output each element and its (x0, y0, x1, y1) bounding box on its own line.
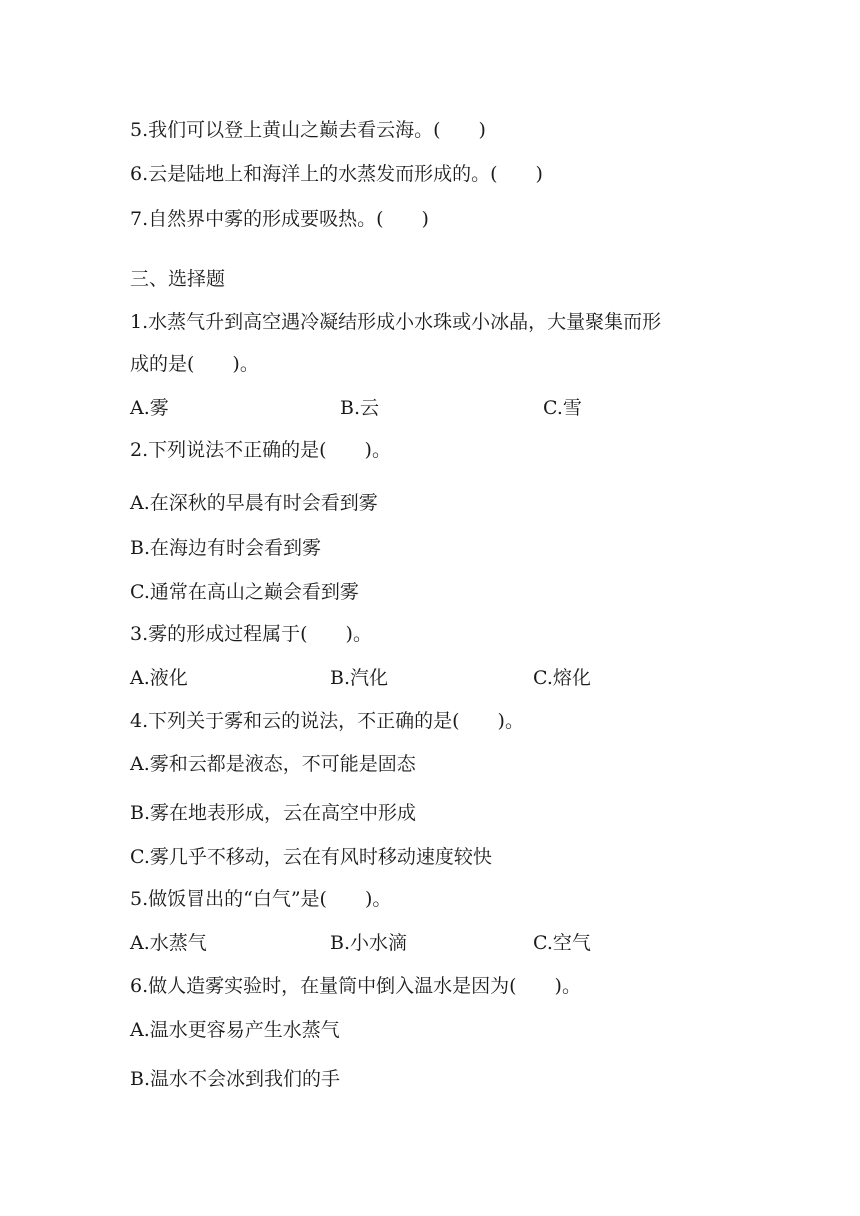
question-4-option-c: C.雾几乎不移动，云在有风时移动速度较快 (130, 846, 492, 868)
question-1-stem-line-1: 1.水蒸气升到高空遇冷凝结形成小水珠或小冰晶，大量聚集而形 (130, 311, 662, 333)
question-3-option-a: A.液化 (130, 667, 188, 689)
question-5-option-a: A.水蒸气 (130, 932, 207, 954)
question-6-option-a: A.温水更容易产生水蒸气 (130, 1019, 340, 1041)
question-4-option-b: B.雾在地表形成，云在高空中形成 (130, 802, 417, 824)
question-1-option-c: C.雪 (543, 397, 582, 419)
question-6-stem: 6.做人造雾实验时，在量筒中倒入温水是因为( )。 (130, 975, 581, 997)
question-3-option-c: C.熔化 (533, 667, 591, 689)
question-4-stem: 4.下列关于雾和云的说法，不正确的是( )。 (130, 710, 524, 732)
judgement-item-5: 5.我们可以登上黄山之巅去看云海。( ) (130, 119, 486, 141)
section-title: 三、选择题 (130, 268, 226, 290)
question-2-option-b: B.在海边有时会看到雾 (130, 537, 322, 559)
question-3-stem: 3.雾的形成过程属于( )。 (130, 623, 372, 645)
question-5-option-b: B.小水滴 (330, 932, 408, 954)
question-1-option-b: B.云 (340, 397, 380, 419)
question-2-stem: 2.下列说法不正确的是( )。 (130, 439, 391, 461)
question-6-option-b: B.温水不会冰到我们的手 (130, 1068, 341, 1090)
judgement-item-7: 7.自然界中雾的形成要吸热。( ) (130, 208, 429, 230)
question-2-option-a: A.在深秋的早晨有时会看到雾 (130, 492, 378, 514)
question-5-option-c: C.空气 (533, 932, 591, 954)
question-4-option-a: A.雾和云都是液态，不可能是固态 (130, 753, 416, 775)
judgement-item-6: 6.云是陆地上和海洋上的水蒸发而形成的。( ) (130, 163, 543, 185)
question-2-option-c: C.通常在高山之巅会看到雾 (130, 581, 359, 603)
question-5-stem: 5.做饭冒出的“白气”是( )。 (130, 888, 392, 910)
question-1-stem-line-2: 成的是( )。 (130, 353, 259, 375)
question-3-option-b: B.汽化 (330, 667, 389, 689)
question-1-option-a: A.雾 (130, 397, 169, 419)
